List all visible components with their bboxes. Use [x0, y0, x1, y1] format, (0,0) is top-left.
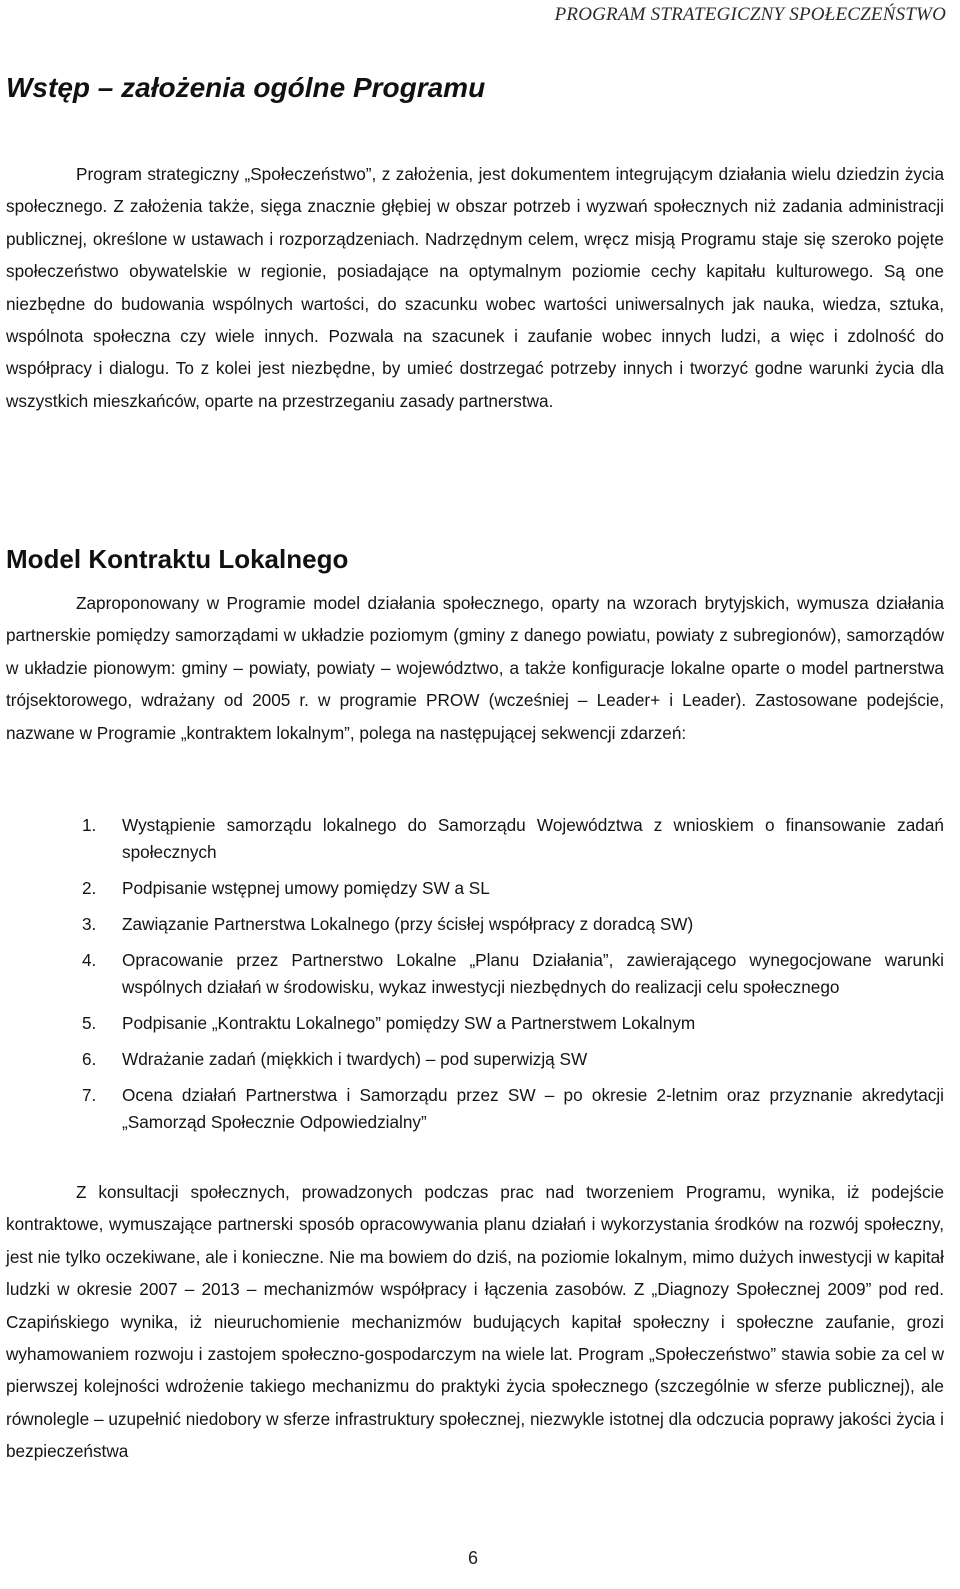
list-item-text: Wystąpienie samorządu lokalnego do Samorządu Województwa z wnioskiem o finansowanie zadań społecznych [122, 815, 944, 862]
model-intro-paragraph: Zaproponowany w Programie model działania społecznego, oparty na wzorach brytyjskich, wymusza działania partnerskie pomiędzy samorządami w układzie poziomym (gminy z danego powiatu, powiaty z subregionów), samorządów w układzie pionowym: gminy – powiaty, powiaty – województwo, a także konfiguracje lokalne oparte o model partnerstwa trójsektorowego, wdrażany od 2005 r. w programie PROW (wcześniej – Leader+ i Leader). Zastosowane podejście, nazwane w Programie „kontraktem lokalnym”, polega na następującej sekwencji zdarzeń: [6, 593, 944, 743]
list-item-text: Ocena działań Partnerstwa i Samorządu przez SW – po okresie 2-letnim oraz przyznanie akredytacji „Samorząd Społecznie Odpowiedzialny” [122, 1085, 944, 1132]
list-item-text: Podpisanie „Kontraktu Lokalnego” pomiędzy SW a Partnerstwem Lokalnym [122, 1013, 696, 1033]
page-number: 6 [467, 1548, 478, 1568]
list-item-number: 4. [82, 950, 97, 970]
running-header: PROGRAM STRATEGICZNY SPOŁECZEŃSTWO [554, 4, 946, 25]
conclusion-paragraph: Z konsultacji społecznych, prowadzonych podczas prac nad tworzeniem Programu, wynika, iż podejście kontraktowe, wymuszające partnerski sposób opracowywania planu działań i wykorzystania środków na rozwój społeczny, jest nie tylko oczekiwane, ale i konieczne. Nie ma bowiem do dziś, na poziomie lokalnym, mimo dużych inwestycji w kapitał ludzki w okresie 2007 – 2013 – mechanizmów współpracy i łączenia zasobów. Z „Diagnozy Społecznej 2009” pod red. Czapińskiego wynika, iż nieuruchomienie mechanizmów budujących kapitał społeczny i społeczne zaufanie, grozi wyhamowaniem rozwoju i zastojem społeczno-gospodarczym na wiele lat. Program „Społeczeństwo” stawia sobie za cel w pierwszej kolejności wdrożenie takiego mechanizmu do praktyki życia społecznego (szczególnie w sferze publicznej), ale równolegle – uzupełnić niedobory w sferze infrastruktury społecznej, niezwykle istotnej dla odczucia poprawy jakości życia i bezpieczeństwa [6, 1182, 944, 1462]
list-item-number: 3. [82, 914, 97, 934]
list-item [6, 911, 944, 938]
list-item-number: 1. [82, 815, 97, 835]
list-item [6, 1046, 944, 1073]
list-item-text: Opracowanie przez Partnerstwo Lokalne „Planu Działania”, zawierającego wynegocjowane warunki wspólnych działań w środowisku, wykaz inwestycji niezbędnych do realizacji celu społecznego [122, 950, 944, 997]
contract-steps-list [6, 812, 944, 1145]
intro-paragraph: Program strategiczny „Społeczeństwo”, z założenia, jest dokumentem integrującym działania wielu dziedzin życia społecznego. Z założenia także, sięga znacznie głębiej w obszar potrzeb i wyzwań społecznych niż zadania administracji publicznej, określone w ustawach i rozporządzeniach. Nadrzędnym celem, wręcz misją Programu staje się szeroko pojęte społeczeństwo obywatelskie w regionie, posiadające na optymalnym poziomie cechy kapitału kulturowego. Są one niezbędne do budowania wspólnych wartości, do szacunku wobec wartości uniwersalnych jak nauka, wiedza, sztuka, wspólnota społeczna czy wiele innych. Pozwala na szacunek i zaufanie wobec innych ludzi, a więc i zdolność do współpracy i dialogu. To z kolei jest niezbędne, by umieć dostrzegać potrzeby innych i tworzyć godne warunki życia dla wszystkich mieszkańców, oparte na przestrzeganiu zasady partnerstwa. [6, 164, 944, 411]
list-item [6, 1010, 944, 1037]
list-item [6, 947, 944, 1001]
list-item-text: Podpisanie wstępnej umowy pomiędzy SW a SL [122, 878, 490, 898]
list-item-text: Zawiązanie Partnerstwa Lokalnego (przy ścisłej współpracy z doradcą SW) [122, 914, 694, 934]
list-item [6, 1082, 944, 1136]
section-title-intro: Wstęp – założenia ogólne Programu [6, 72, 486, 103]
list-item-number: 2. [82, 878, 97, 898]
list-item-text: Wdrażanie zadań (miękkich i twardych) – pod superwizją SW [122, 1049, 588, 1069]
list-item-number: 6. [82, 1049, 97, 1069]
list-item [6, 812, 944, 866]
list-item-number: 7. [82, 1085, 97, 1105]
list-item-number: 5. [82, 1013, 97, 1033]
list-item [6, 875, 944, 902]
section-title-local-contract: Model Kontraktu Lokalnego [6, 544, 349, 574]
